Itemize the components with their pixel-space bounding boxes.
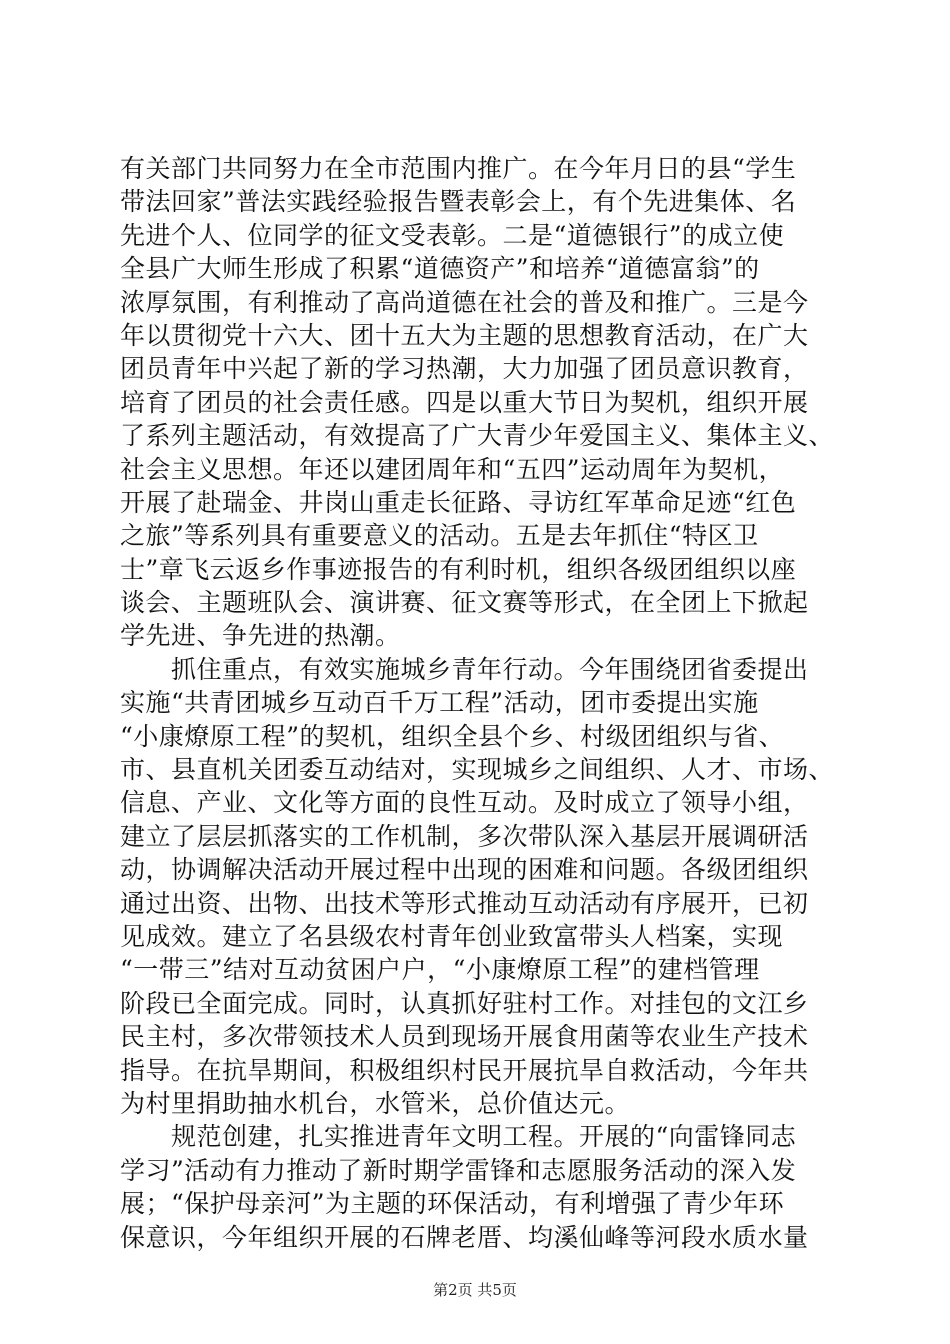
text-line: 保意识，今年组织开展的石牌老厝、均溪仙峰等河段水质水量 (120, 1222, 809, 1252)
text-line: 建立了层层抓落实的工作机制，多次带队深入基层开展调研活 (120, 821, 809, 851)
text-line: 指导。在抗旱期间，积极组织村民开展抗旱自救活动，今年共 (120, 1055, 809, 1085)
text-line: 社会主义思想。年还以建团周年和“五四”运动周年为契机， (120, 454, 785, 484)
text-line: 全县广大师生形成了积累“道德资产”和培养“道德富翁”的 (120, 254, 760, 284)
text-line: 先进个人、位同学的征文受表彰。二是“道德银行”的成立使 (120, 220, 785, 250)
text-line: 浓厚氛围，有利推动了高尚道德在社会的普及和推广。三是今 (120, 287, 809, 317)
text-line: 学习”活动有力推动了新时期学雷锋和志愿服务活动的深入发 (120, 1155, 797, 1185)
text-line: 动，协调解决活动开展过程中出现的困难和问题。各级团组织 (120, 855, 809, 885)
text-line: 学先进、争先进的热潮。 (120, 621, 401, 651)
text-line: 实施“共青团城乡互动百千万工程”活动，团市委提出实施 (120, 688, 759, 718)
text-line: 带法回家”普法实践经验报告暨表彰会上，有个先进集体、名 (120, 187, 797, 217)
text-line: 年以贯彻党十六大、团十五大为主题的思想教育活动，在广大 (120, 320, 809, 350)
text-line: 士”章飞云返乡作事迹报告的有利时机，组织各级团组织以座 (120, 554, 797, 584)
text-line: “小康燎原工程”的契机，组织全县个乡、村级团组织与省、 (120, 721, 785, 751)
text-line: 为村里捐助抽水机台，水管米，总价值达元。 (120, 1088, 631, 1118)
text-line: 谈会、主题班队会、演讲赛、征文赛等形式，在全团上下掀起 (120, 588, 809, 618)
text-line: 规范创建，扎实推进青年文明工程。开展的“向雷锋同志 (120, 1122, 797, 1152)
text-line: 有关部门共同努力在全市范围内推广。在今年月日的县“学生 (120, 154, 797, 183)
text-line: “一带三”结对互动贫困户户，“小康燎原工程”的建档管理 (120, 955, 760, 985)
text-line: 了系列主题活动，有效提高了广大青少年爱国主义、集体主义、 (120, 421, 835, 451)
text-line: 之旅”等系列具有重要意义的活动。五是去年抓住“特区卫 (120, 521, 759, 551)
text-line: 阶段已全面完成。同时，认真抓好驻村工作。对挂包的文江乡 (120, 988, 809, 1018)
text-line: 民主村，多次带领技术人员到现场开展食用菌等农业生产技术 (120, 1022, 809, 1052)
text-line: 市、县直机关团委互动结对，实现城乡之间组织、人才、市场、 (120, 755, 835, 785)
page-footer: 第2页 共5页 (433, 1281, 517, 1299)
text-line: 展；“保护母亲河”为主题的环保活动，有利增强了青少年环 (120, 1189, 785, 1219)
body-text (120, 152, 840, 1254)
text-line: 开展了赴瑞金、井岗山重走长征路、寻访红军革命足迹“红色 (120, 487, 797, 517)
text-line: 培育了团员的社会责任感。四是以重大节日为契机，组织开展 (120, 387, 809, 417)
text-line: 通过出资、出物、出技术等形式推动互动活动有序展开，已初 (120, 888, 809, 918)
text-line: 团员青年中兴起了新的学习热潮，大力加强了团员意识教育， (120, 354, 809, 384)
text-line: 信息、产业、文化等方面的良性互动。及时成立了领导小组， (120, 788, 809, 818)
text-line: 见成效。建立了名县级农村青年创业致富带头人档案，实现 (120, 921, 784, 951)
text-line: 抓住重点，有效实施城乡青年行动。今年围绕团省委提出 (120, 654, 809, 684)
